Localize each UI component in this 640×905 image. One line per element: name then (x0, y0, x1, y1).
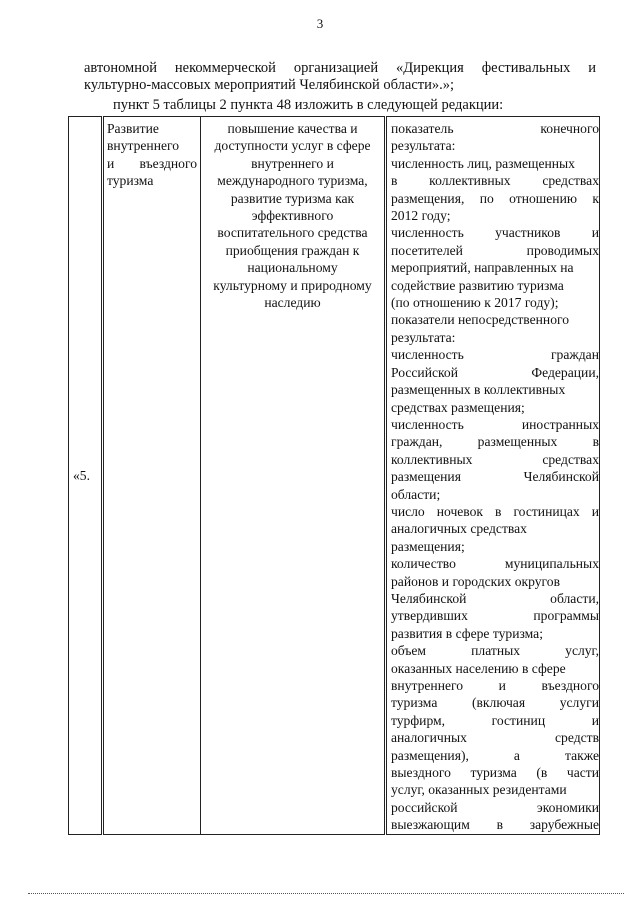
indicator-line: районов и городских округов (391, 573, 560, 589)
indicator-line: размещения, по отношению к (391, 190, 599, 206)
indicator-line: туризма (включая услуги (391, 695, 599, 711)
goal-line: международного туризма, (217, 173, 368, 189)
program-table (68, 116, 600, 835)
indicator-line: средствах размещения; (391, 399, 525, 415)
indicator-line: области; (391, 486, 441, 502)
indicator-line: численность участников и (391, 225, 599, 241)
indicator-line: посетителей проводимых (391, 242, 599, 258)
direction-line: туризма (107, 173, 154, 189)
indicator-line: утвердивших программы (391, 608, 599, 624)
indicator-line: результата: (391, 329, 456, 345)
indicator-line: Челябинской области, (391, 590, 599, 606)
goal-line: воспитательного средства (217, 225, 368, 241)
goal-line: эффективного (251, 208, 334, 224)
indicator-line: показатель конечного (391, 121, 599, 136)
indicator-line: аналогичных средствах (391, 521, 527, 537)
indicator-line: содействие развитию туризма (391, 277, 564, 293)
direction-line: Развитие (107, 121, 159, 136)
indicator-line: выездного туризма (в части (391, 765, 599, 781)
indicator-line: число ночевок в гостиницах и (391, 503, 599, 519)
intro-line: автономной некоммерческой организацией «Дирекция фестивальных и (84, 60, 596, 76)
goal-line: доступности услуг в сфере (214, 138, 371, 154)
indicator-cell (386, 117, 600, 835)
indicator-line: численность граждан (391, 347, 599, 363)
indicator-line: граждан, размещенных в (391, 434, 599, 450)
goal-line: развитие туризма как (230, 190, 355, 206)
page-number: 3 (316, 16, 324, 31)
goal-line: приобщения граждан к (225, 242, 360, 258)
indicator-line: (по отношению к 2017 году); (391, 295, 559, 311)
indicator-line: турфирм, гостиниц и (391, 712, 599, 728)
indicator-line: объем платных услуг, (391, 643, 599, 659)
intro-paragraph (84, 60, 596, 94)
indicator-line: размещения; (391, 538, 465, 554)
indicator-line: Российской Федерации, (391, 364, 599, 380)
amendment-instruction: пункт 5 таблицы 2 пункта 48 изложить в следующей редакции: (113, 97, 504, 113)
direction-line: внутреннего (107, 138, 180, 154)
indicator-line: размещения), а также (391, 747, 599, 763)
goal-line: наследию (264, 295, 321, 311)
intro-line: культурно-массовых мероприятий Челябинской области».»; (84, 77, 455, 93)
goal-line: внутреннего и (251, 155, 334, 171)
indicator-line: развития в сфере туризма; (391, 625, 543, 641)
indicator-line: размещенных в коллективных (391, 382, 566, 398)
indicator-line: количество муниципальных (391, 556, 599, 572)
indicator-line: показатели непосредственного (391, 312, 570, 328)
indicator-line: услуг, оказанных резидентами (391, 782, 567, 798)
indicator-line: российской экономики (391, 799, 599, 815)
indicator-line: численность лиц, размещенных (391, 155, 575, 171)
indicator-line: аналогичных средств (391, 730, 599, 746)
table-row (69, 117, 600, 835)
direction-cell (103, 117, 201, 835)
footer-rule (28, 893, 624, 894)
goal-cell (201, 117, 386, 835)
indicator-line: численность иностранных (391, 416, 599, 432)
row-number: «5. (73, 467, 90, 483)
goal-line: повышение качества и (227, 121, 358, 136)
indicator-line: размещения Челябинской (391, 469, 599, 485)
indicator-line: 2012 году; (391, 208, 451, 224)
goal-line: национальному (247, 260, 338, 276)
indicator-line: коллективных средствах (391, 451, 599, 467)
indicator-line: результата: (391, 138, 456, 154)
direction-line: и въездного (107, 155, 197, 171)
indicator-line: выезжающим в зарубежные (391, 817, 599, 833)
row-number-cell (69, 117, 103, 835)
indicator-line: мероприятий, направленных на (391, 260, 574, 276)
indicator-line: внутреннего и въездного (391, 678, 599, 693)
indicator-line: оказанных населению в сфере (391, 660, 566, 676)
indicator-line: в коллективных средствах (391, 173, 599, 189)
goal-line: культурному и природному (213, 277, 372, 293)
